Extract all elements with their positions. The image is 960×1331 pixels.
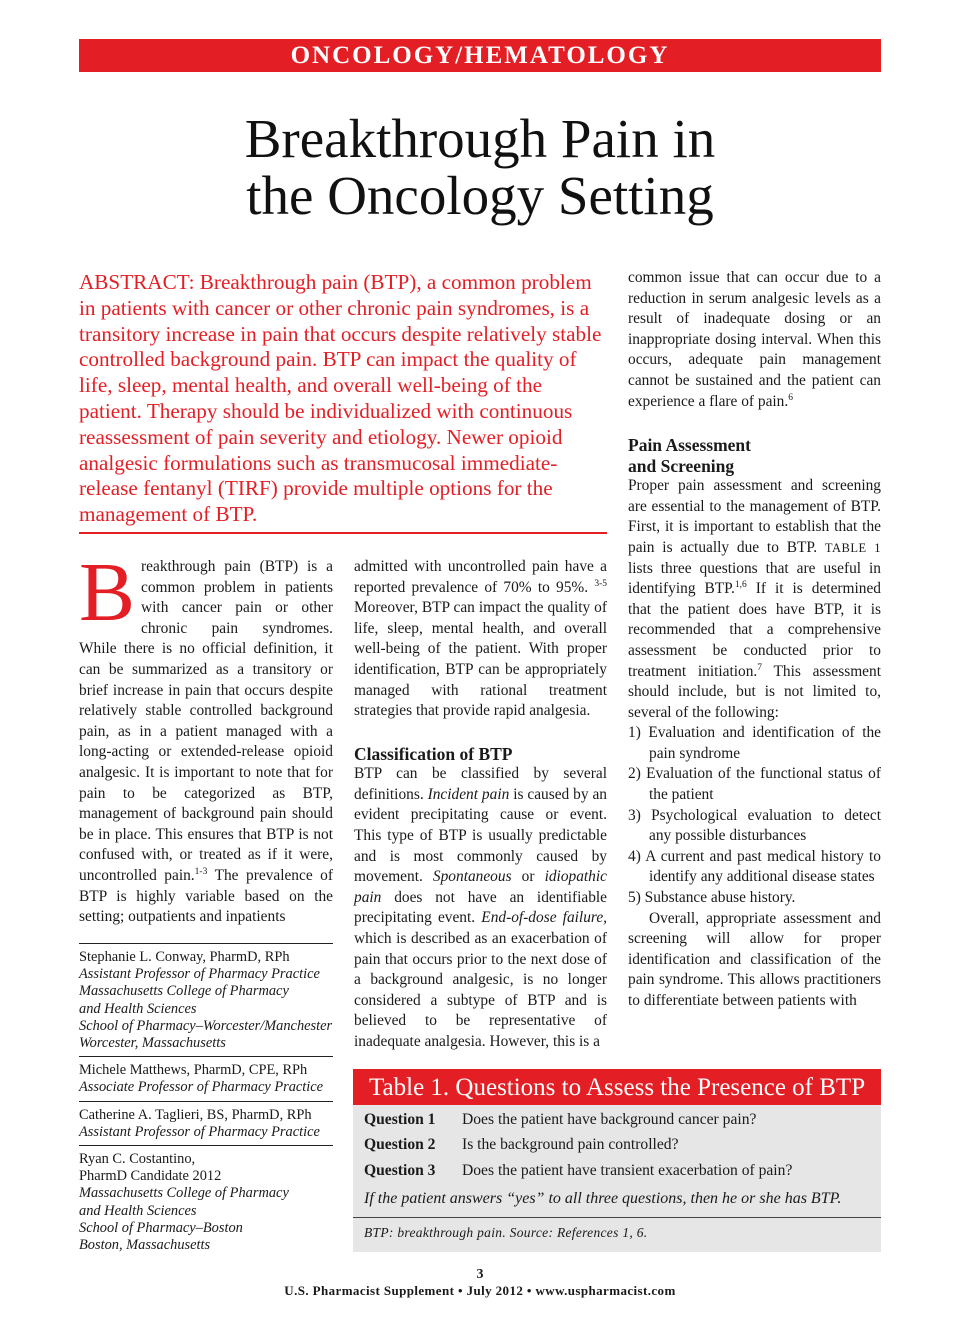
list-item: 5) Substance abuse history. — [628, 889, 796, 907]
column-1 — [79, 546, 333, 928]
list-item: 4) A current and past medical history to identify any additional disease states — [628, 847, 881, 886]
section-banner: ONCOLOGY/HEMATOLOGY — [79, 39, 881, 72]
intro-paragraph: Breakthrough pain (BTP) is a common problem in patients with cancer pain or other chronic pain syndromes. While there is no official definition, it can be summarized as a transitory or brief increase in pain that occurs despite relatively stable controlled background pain, as in a patient managed with a long-acting or extended-release opioid analgesic. It is important to note that for pain to be categorized as BTP, management of background pain should be in place. This ensures that BTP is not confused with, or treated as if it were, uncontrolled pain.$^{1-3}$ The prevalence of BTP is highly variable based on the setting; outpatients and inpatients — [79, 546, 333, 926]
citation[interactable]: 1,6 — [734, 580, 747, 590]
author-block — [79, 943, 333, 1258]
list-item: 3) Psychological evaluation to detect any possible disturbances — [628, 806, 881, 845]
author-entry: Ryan C. Costantino, PharmD Candidate 2012 Massachusetts College of Pharmacy and Health Sciences School of Pharmacy–Boston Boston, Massachusetts — [79, 1145, 333, 1258]
author-name: Stephanie L. Conway, PharmD, RPh — [79, 949, 290, 965]
assessment-paragraph: Proper pain assessment and screening are essential to the management of BTP. First, it is important to establish that the pain is actually due to BTP. TABLE 1 lists three questions that are useful in identifying BTP.$^{1,6}$ If it is determined that the patient does have BTP, it is recommended that a comprehensive assessment be conducted prior to treatment initiation.$^7$ This assessment should include, but is not limited to, several of the following: — [628, 477, 881, 721]
title-line-1: Breakthrough Pain in — [244, 108, 716, 169]
article-title — [79, 110, 881, 224]
list-item: 1) Evaluation and identification of the pain syndrome — [628, 724, 881, 762]
heading-assessment: Pain Assessment and Screening — [628, 435, 751, 476]
column-2 — [354, 557, 607, 1053]
author-name: Catherine A. Taglieri, BS, PharmD, RPh — [79, 1106, 312, 1123]
page-number: 3 — [476, 1267, 484, 1282]
table-source: BTP: breakthrough pain. Source: References 1, 6. — [364, 1225, 648, 1240]
title-line-2: the Oncology Setting — [246, 165, 714, 226]
citation[interactable]: 7 — [757, 662, 763, 673]
column-3 — [628, 268, 881, 1012]
author-entry: Michele Matthews, PharmD, CPE, RPh Associate Professor of Pharmacy Practice — [79, 1056, 333, 1100]
page-footer: U.S. Pharmacist Supplement • July 2012 • www.uspharmacist.com — [284, 1283, 676, 1298]
abstract-rule — [79, 532, 607, 534]
citation[interactable]: 1-3 — [194, 866, 208, 877]
table-note: If the patient answers “yes” to all three questions, then he or she has BTP. — [364, 1190, 842, 1207]
author-entry: Catherine A. Taglieri, BS, PharmD, RPh Assistant Professor of Pharmacy Practice — [79, 1101, 333, 1145]
author-name: Ryan C. Costantino, — [79, 1151, 196, 1168]
heading-classification: Classification of BTP — [354, 743, 513, 764]
assessment-summary: Overall, appropriate assessment and screening will allow for proper identification and classification of the pain syndrome. This allows practitioners to differentiate between patients with — [628, 909, 881, 1009]
author-name: Michele Matthews, PharmD, CPE, RPh — [79, 1062, 308, 1079]
table-row: Question 2 Is the background pain controlled? — [364, 1136, 679, 1153]
abstract: ABSTRACT: Breakthrough pain (BTP), a common problem in patients with cancer or other chronic pain syndromes, is a transitory increase in pain that occurs despite relatively stable controlled background pain. BTP can impact the quality of life, sleep, mental health, and overall well-being of the patient. Therapy should be individualized with continuous reassessment of pain severity and etiology. Newer opioid analgesic formulations such as transmucosal immediate-release fentanyl (TIRF) provide multiple options for the management of BTP. — [79, 270, 602, 527]
citation[interactable]: 6 — [788, 392, 793, 403]
citation[interactable]: 3-5 — [594, 578, 607, 589]
assessment-criteria-list — [628, 723, 881, 908]
intro-continued: admitted with uncontrolled pain have a reported prevalence of 70% to 95%. $^{3-5}$ Moreover, BTP can impact the quality of life, sleep, mental health, and overall well-being of the patient. With proper identification, BTP can be appropriately managed with rational treatment strategies that provide rapid analgesia. — [354, 558, 607, 720]
list-item: 2) Evaluation of the functional status of the patient — [628, 765, 881, 804]
classification-continued: common issue that can occur due to a reduction in serum analgesic levels as a result of inadequate dosing or an inappropriate dosing interval. When this occurs, adequate pain management cannot be sustained and the patient can experience a flare of pain.$^6$ — [628, 269, 881, 410]
table-title: Table 1. Questions to Assess the Presence of BTP — [353, 1069, 881, 1105]
classification-paragraph: BTP can be classified by several definitions. Incident pain is caused by an evident precipitating cause or event. This type of BTP is usually predictable and is most commonly caused by movement. Spontaneous or idiopathic pain does not have an identifiable precipitating event. End-of-dose failure, which is described as an exacerbation of pain that occurs prior to the next dose of a background analgesic, is no longer considered a subtype of BTP and is believed to be representative of inadequate analgesia. However, this is a — [354, 765, 608, 1050]
table-row: Question 1 Does the patient have background cancer pain? — [364, 1111, 757, 1128]
author-entry: Stephanie L. Conway, PharmD, RPh Assistant Professor of Pharmacy Practice Massachusetts College of Pharmacy and Health Sciences School of Pharmacy–Worcester/Manchester Worcester, Massachusetts — [79, 943, 333, 1056]
table-divider — [353, 1217, 881, 1218]
drop-cap: B — [79, 546, 136, 639]
table-reference[interactable]: TABLE 1 — [824, 540, 881, 555]
table-row: Question 3 Does the patient have transient exacerbation of pain? — [364, 1162, 793, 1179]
